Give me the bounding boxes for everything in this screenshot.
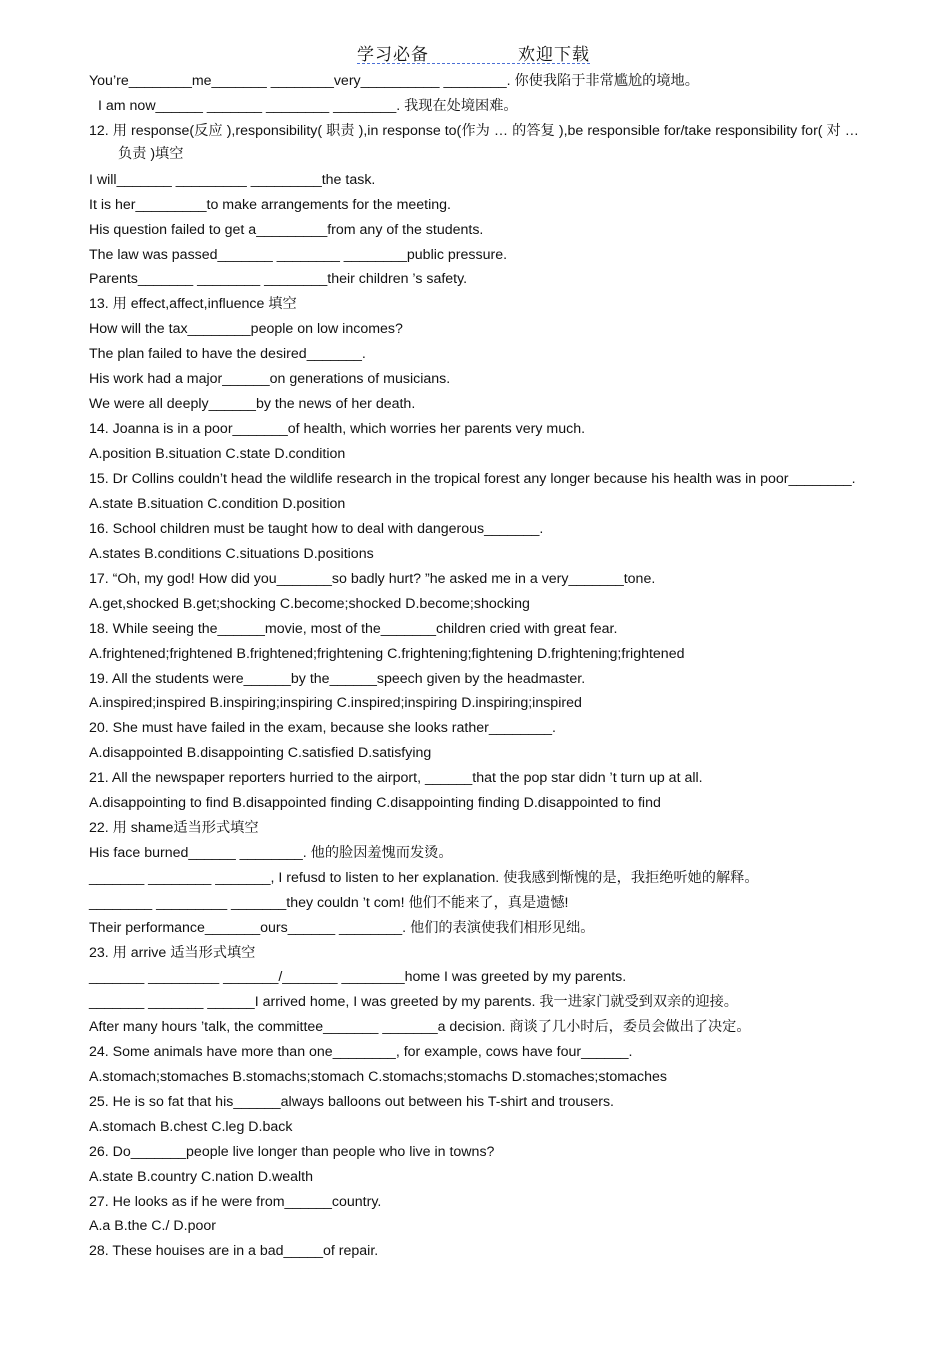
question-line: 21. All the newspaper reporters hurried to the airport, ______that the pop star didn ’t turn up at all.	[89, 770, 703, 787]
header-dashed-underline	[357, 63, 590, 64]
question-line: 19. All the students were______by the______speech given by the headmaster.	[89, 670, 586, 687]
text-line: _______ _______ ______I arrived home, I was greeted by my parents. 我一进家门就受到双亲的迎接。	[89, 994, 738, 1011]
options-line: A.inspired;inspired B.inspiring;inspiring C.inspired;inspiring D.inspiring;inspired	[89, 695, 582, 712]
header-right-text: 欢迎下载	[518, 45, 590, 64]
question-line: 25. He is so fat that his______always balloons out between his T-shirt and trousers.	[89, 1093, 614, 1110]
question-line: 14. Joanna is in a poor_______of health, which worries her parents very much.	[89, 420, 586, 437]
question-line: 17. “Oh, my god! How did you_______so badly hurt? ”he asked me in a very_______tone.	[89, 570, 656, 587]
text-line: I will_______ _________ _________the task.	[89, 171, 376, 188]
options-line: A.position B.situation C.state D.condition	[89, 445, 346, 462]
text-line: The law was passed_______ ________ ________public pressure.	[89, 246, 508, 263]
text-line: I am now______ _______ ________ ________. 我现在处境困难。	[98, 97, 518, 114]
text-line: His face burned______ ________. 他的脸因羞愧而发烫。	[89, 844, 453, 861]
question-line: 18. While seeing the______movie, most of the_______children cried with great fear.	[89, 620, 618, 637]
question-line: 16. School children must be taught how to deal with dangerous_______.	[89, 521, 544, 538]
text-line: His question failed to get a_________from any of the students.	[89, 221, 484, 238]
text-line: His work had a major______on generations of musicians.	[89, 371, 451, 388]
question-line: 23. 用 arrive 适当形式填空	[89, 944, 256, 961]
options-line: A.state B.situation C.condition D.position	[89, 496, 346, 513]
options-line: A.stomach;stomaches B.stomachs;stomach C.stomachs;stomachs D.stomaches;stomaches	[89, 1069, 667, 1086]
text-line: _______ _________ _______/_______ ________home I was greeted by my parents.	[89, 969, 627, 986]
text-line: You’re________me_______ ________very__________ ________. 你使我陷于非常尴尬的境地。	[89, 73, 699, 89]
question-line: 27. He looks as if he were from______country.	[89, 1193, 382, 1210]
question-line: 15. Dr Collins couldn’t head the wildlife research in the tropical forest any longer because his health was in poor________.	[89, 470, 856, 487]
text-line: Their performance_______ours______ ________. 他们的表演使我们相形见绌。	[89, 919, 595, 936]
question-line: 22. 用 shame适当形式填空	[89, 819, 259, 836]
question-line: 12. 用 response(反应 ),responsibility( 职责 ),in response to(作为 … 的答复 ),be responsible for/take responsibility for( 对 … 负责 )填空	[89, 122, 859, 163]
page-header	[0, 38, 950, 68]
options-line: A.a B.the C./ D.poor	[89, 1218, 216, 1235]
question-line: 28. These houises are in a bad_____of repair.	[89, 1243, 379, 1260]
options-line: A.frightened;frightened B.frightened;frightening C.frightening;fightening D.frightening;frightened	[89, 645, 685, 662]
options-line: A.states B.conditions C.situations D.positions	[89, 546, 374, 562]
text-line: ________ _________ _______they couldn ’t com! 他们不能来了，真是遗憾!	[89, 894, 569, 911]
question-line: 13. 用 effect,affect,influence 填空	[89, 296, 297, 313]
options-line: A.disappointed B.disappointing C.satisfied D.satisfying	[89, 745, 432, 762]
text-line: It is her_________to make arrangements for the meeting.	[89, 196, 451, 213]
document-body	[89, 69, 859, 1264]
text-line: After many hours ’talk, the committee_______ _______a decision. 商谈了几小时后，委员会做出了决定。	[89, 1019, 751, 1036]
text-line: _______ ________ _______, I refusd to listen to her explanation. 使我感到惭愧的是，我拒绝听她的解释。	[89, 869, 759, 886]
text-line: How will the tax________people on low incomes?	[89, 321, 403, 338]
text-line: The plan failed to have the desired_______.	[89, 346, 366, 363]
options-line: A.stomach B.chest C.leg D.back	[89, 1118, 293, 1135]
options-line: A.disappointing to find B.disappointed finding C.disappointing finding D.disappointed to find	[89, 795, 661, 812]
question-line: 26. Do_______people live longer than people who live in towns?	[89, 1143, 495, 1160]
header-left-text: 学习必备	[357, 45, 429, 64]
options-line: A.get,shocked B.get;shocking C.become;shocked D.become;shocking	[89, 595, 530, 612]
text-line: We were all deeply______by the news of her death.	[89, 395, 416, 412]
text-line: Parents_______ ________ ________their children ’s safety.	[89, 271, 468, 288]
question-line: 24. Some animals have more than one________, for example, cows have four______.	[89, 1044, 633, 1061]
question-line: 20. She must have failed in the exam, because she looks rather________.	[89, 720, 556, 737]
options-line: A.state B.country C.nation D.wealth	[89, 1168, 313, 1185]
